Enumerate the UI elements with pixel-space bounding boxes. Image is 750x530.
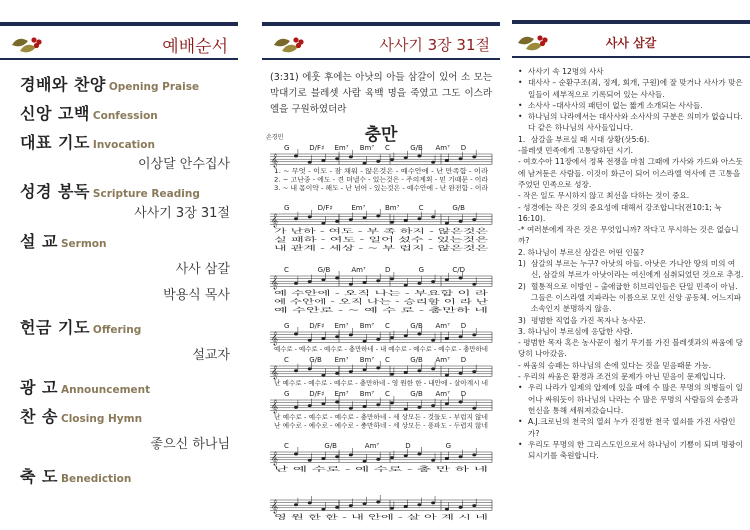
note-line [518,416,744,439]
note-line [518,156,744,190]
note-head [417,333,421,336]
note-head [321,457,325,460]
note-head [431,215,435,218]
order-item-english: Scripture Reading [92,188,200,200]
note-head [445,337,449,340]
note-head [335,335,339,338]
lyric-line: 내 관계 - 세상 - ~ 부 럽지 - 않은것은 [274,244,379,252]
order-item-benediction [20,464,230,487]
note-head [294,282,298,285]
note-text: - 성경에는 작은 것의 중요성에 대해서 강조합니다(전10:1; 눅16:10). [518,202,722,223]
note-line [518,77,744,100]
treble-clef-icon: 𝄞 [271,331,279,345]
order-item-scripture [20,179,230,202]
note-head [349,283,353,286]
note-head [431,280,435,283]
note-head [376,338,380,341]
note-head [321,278,325,281]
chord-label: G [284,144,290,152]
note-head [404,408,408,411]
chord-label: G [418,266,425,274]
hymn-composer: 손경민 [266,134,284,141]
note-text: A.J.크로닌의 천국의 열쇠 누가 진정한 천국 열쇠를 가진 사람인가? [528,417,736,438]
sermon-notes-panel [512,0,750,530]
note-text: 소사사 –대사사의 패턴이 없는 짧게 소개되는 사사들. [528,100,703,110]
note-head [417,503,421,506]
note-head [404,284,408,287]
lyric-line: 예 수안에 - 오직 나는 - 승리함 이 라 난 [274,297,384,306]
note-text: 혈통적으로 이방인 – 출애굽한 히브리인들은 단일 민족이 아님. 그들은 이스라엘 지파라는 이름으로 모인 신앙 공동체. 어느지파 소속인지 분명하지 않음. [531,281,742,314]
note-head [472,453,476,456]
order-item-title: 성경 봉독 [20,182,90,201]
note-head [431,459,435,462]
chord-label: G/B [317,266,331,274]
sermon-notes [512,58,750,461]
note-head [472,370,476,373]
chord-label: C [284,266,289,274]
scripture-text: (3:31) 에훗 후에는 아낫의 아들 삼갈이 있어 소 모는 막대기로 블레셋 사람 육백 명을 죽였고 그도 이스라엘을 구원하였더라 [270,72,492,115]
chord-label: C [385,144,390,152]
sheet-music [262,138,500,530]
note-line [518,382,744,416]
note-head [472,155,476,158]
note-head [363,502,367,505]
note-head [390,401,394,404]
note-line [518,360,744,371]
note-head [363,368,367,371]
note-text: 삼갈을 부르실 때 시대 상황(삿5:6). [531,134,650,144]
chord-label: G/B [410,322,423,330]
order-item-title: 축 도 [20,467,58,486]
panel-header [0,22,238,60]
note-head [390,507,394,510]
note-head [459,220,463,223]
chord-label: Em⁷ [351,204,366,212]
note-head [404,371,408,374]
note-head [363,460,367,463]
note-head [431,339,435,342]
note-marker: • [518,417,523,427]
note-line [518,337,744,360]
chord-label: G [284,204,290,212]
order-item-detail: 이상달 안수집사 [137,157,230,172]
note-marker: • [518,67,523,76]
note-head [308,215,312,218]
note-text: - 여호수아 11장에서 정복 전쟁을 마침 그때에 가사와 가드와 아스돗에 남겨둔은 사람들. 이것이 화근이 되어 이스라엘 역사에 큰 고통을 주었던 민족으로 성장. [518,157,743,189]
note-head [349,504,353,507]
note-head [321,159,325,162]
panel-title: 예배순서 [162,37,228,57]
note-head [445,278,449,281]
note-head [445,508,449,511]
lyric-line: 예수로 - 예수로 - 예수로 - 충만하네 - 내 예수로 - 예수로 - 예수로 - 충만하네 [274,345,488,353]
note-head [431,161,435,164]
lyric-line: 예 수안로 - ~ 예 수 로 - 충만하 네 [274,306,371,314]
note-head [294,406,298,409]
note-text: - 작은 일도 무시하지 않고 최선을 다하는 것이 중요. [518,191,690,201]
note-text: 우리도 무명의 한 그리스도인으로서 하나님이 기쁨이 되며 명광이 되시기를 축원합니다. [528,439,743,461]
chord-label: C [418,204,424,212]
chord-label: G/B [324,442,337,450]
note-head [417,369,421,372]
note-head [417,217,421,220]
note-head [404,505,408,508]
lyric-line: 2. ~ 고난중 - 에도 - 견 뎌낼수 - 있는것은 - 주의계획 - 믿 기때문 - 이라 [274,175,474,184]
note-head [335,277,339,280]
scripture-hymn-panel [262,0,500,530]
order-item-title: 신앙 고백 [20,104,90,123]
note-head [376,215,380,218]
note-head [335,220,339,223]
note-head [349,370,353,373]
chord-label: Bm⁷ [385,204,400,212]
note-text: - 싸움의 승패는 하나님의 손에 있다는 것을 믿음때문 가능. [518,360,712,370]
lyric-line: 영 원 한 한 - 내 안에 - 살 아 계 시 네 [274,513,378,521]
chord-label: C [385,390,390,398]
order-of-service-panel [0,0,238,530]
note-line [518,371,744,382]
note-head [335,455,339,458]
note-line [518,439,744,462]
note-head [445,159,449,162]
note-head [459,372,463,375]
note-head [363,281,367,284]
note-head [321,222,325,225]
note-line [518,111,744,134]
order-item-english: Opening Praise [108,81,200,93]
chord-label: G/B [309,356,322,364]
note-head [321,374,325,377]
note-head [417,453,421,456]
order-item-confession [20,101,230,124]
note-marker: • [518,100,523,110]
note-head [445,374,449,377]
note-head [308,339,312,342]
chord-label: C [385,356,390,364]
chord-label: C/D [452,266,465,274]
chord-label: G [284,322,290,330]
chord-label: Bm⁷ [359,144,375,152]
note-head [445,222,449,225]
note-text: 사사기 속 12명의 사사 [528,67,604,76]
chord-label: Bm⁷ [359,322,375,330]
order-item-english: Closing Hymn [60,413,143,425]
chord-label: Am⁷ [435,144,450,152]
note-head [390,336,394,339]
order-item-detail: 사사 삼갈 [175,262,230,277]
chord-label: D/F♯ [309,144,325,152]
note-line [518,258,744,281]
note-head [459,277,463,280]
note-head [390,221,394,224]
note-head [294,217,298,220]
note-marker: 1) [518,259,526,269]
chord-label: D [460,144,467,152]
lyric-line: 난 예수로 - 예수로 - 예수로 - 충만하네 - 세 상모든 - 것들도 - 부럽지 않네 [274,413,479,421]
note-text: 3. 하나님이 부르심에 응답한 사람. [518,326,633,336]
note-text: 하나님의 나라에서는 대사사와 소사사의 구분은 의미가 없습니다. 다 같은 하나님의 사사들입니다. [528,112,743,133]
chord-label: Am⁷ [435,322,450,330]
holly-leaf-icon [10,31,46,57]
chord-label: Em⁷ [334,390,349,398]
order-item-detail: 좋으신 하나님 [150,437,230,452]
note-marker: • [518,383,523,393]
chord-label: Am⁷ [435,390,450,398]
note-head [404,454,408,457]
lyric-line: 실 패하 - 여도 - 일어 섰수 - 있는것은 [274,235,378,244]
chord-label: D [460,390,467,398]
treble-clef-icon: 𝄞 [271,365,279,379]
note-head [308,161,312,164]
note-head [472,218,476,221]
order-item-english: Benediction [60,473,132,485]
note-line [518,100,744,111]
order-item-title: 경배와 찬양 [20,75,106,94]
service-order-list [0,60,238,487]
chord-label: Am⁷ [351,266,366,274]
note-text: 2. 하나님이 부르신 삼갈은 어떤 인물? [518,247,645,257]
note-text: 삼갈의 부르는 누구? 아낫의 아들. 아낫은 가나안 땅의 미의 여신, 삼갈의 부르가 아낫이라는 여신에게 심취되었던 것으로 추정. [531,259,744,280]
note-line [518,66,744,77]
chord-label: G/B [410,390,423,398]
note-head [308,280,312,283]
order-item-announcement [20,375,230,398]
treble-clef-icon: 𝄞 [271,153,279,167]
lyric-line: 1. ~ 무엇 - 이도 - 잠 채워 - 않은것은 - 예수안에 - 난 만족함 - 이라 [274,167,462,175]
note-head [376,458,380,461]
lyric-line: 난 예수로 - 예수로 - 예수로 - 충만하네 - 세 상모든 - 풍파도 - 두렵지 않네 [274,421,479,430]
note-head [472,504,476,507]
note-line [518,326,744,337]
note-line [518,281,744,315]
note-text: -블레셋 민족에게 고통당하던 시기. [518,146,634,156]
order-item-title: 찬 송 [20,407,58,426]
note-head [349,453,353,456]
note-line [518,315,744,326]
chord-label: D/F♯ [317,204,333,212]
note-head [417,155,421,158]
chord-label: Am⁷ [364,442,380,450]
chord-label: Em⁷ [334,144,349,152]
note-head [349,407,353,410]
chord-label: D [460,322,467,330]
note-marker: • [518,112,523,122]
lyric-line: 난 예수로 - 예수로 - 예수로 - 충만하네 - 영 원한 한 - 내안에 - 살아계시 네 [274,379,481,387]
note-head [431,501,435,504]
note-head [308,367,312,370]
note-head [363,340,367,343]
note-head [404,334,408,337]
panel-title: 사사 삼갈 [605,36,657,50]
note-head [294,503,298,506]
note-marker: 3) [518,315,526,325]
treble-clef-icon: 𝄞 [271,399,279,413]
lyric-line: 가 난하 - 여도 - 부 족 하지 - 않은것은 [274,227,380,235]
lyric-line: 난 예 수로 - 예 수로 - 충 만 하 네 [274,465,367,473]
chord-label: D/F♯ [309,322,325,330]
note-head [459,506,463,509]
note-line [518,247,744,258]
note-marker: 2) [518,281,526,291]
note-head [404,219,408,222]
treble-clef-icon: 𝄞 [271,275,279,289]
panel-header [262,22,500,60]
note-head [376,279,380,282]
chord-label: Am⁷ [435,356,450,364]
note-head [417,282,421,285]
note-marker: • [518,78,523,88]
order-item-title: 대표 기도 [20,133,90,152]
chord-label: G [284,390,290,398]
order-item-offering [20,315,230,338]
note-line [518,145,744,156]
note-head [445,457,449,460]
hymn-title: 충만 [364,125,398,145]
note-head [472,407,476,410]
note-marker: • [518,439,523,449]
note-head [294,369,298,372]
note-head [321,508,325,511]
note-text: 평범한 직업을 가진 목자나 농사꾼. [531,315,646,325]
note-head [376,160,380,163]
note-head [308,404,312,407]
chord-label: Bm⁷ [359,356,375,364]
treble-clef-icon: 𝄞 [271,213,279,227]
chord-label: Em⁷ [334,356,349,364]
treble-clef-icon: 𝄞 [271,499,279,513]
note-head [349,218,353,221]
note-text: 우리 나라가 일제의 압제에 있을 때에 수 많은 무명의 의병들이 일어나 싸워듯이 하나님의 나라는 수 많은 무명의 사람들의 순종과 헌신을 통해 세워져갔습니다. [528,383,743,415]
note-marker: 1. [518,134,526,144]
note-head [349,155,353,158]
note-head [472,333,476,336]
treble-clef-icon: 𝄞 [271,451,279,465]
note-head [431,367,435,370]
note-head [404,156,408,159]
order-item-english: Offering [92,324,142,336]
order-item-praise [20,72,230,95]
note-head [390,158,394,161]
chord-label: D/F♯ [309,390,325,398]
order-item-english: Sermon [60,238,107,250]
note-head [321,402,325,405]
chord-label: Em⁷ [334,322,349,330]
order-item-detail: 설교자 [192,348,230,363]
note-text: -* 여러분에게 작은 것은 무엇입니까? 작다고 무시하는 것은 없습니까? [518,225,739,246]
note-head [376,367,380,370]
note-head [431,404,435,407]
note-line [518,202,744,225]
note-line [518,190,744,201]
order-item-invocation [20,130,230,153]
panel-title: 사사기 3장 31절 [379,36,490,54]
chord-label: D [385,266,391,274]
note-head [308,501,312,504]
note-head [294,155,298,158]
chord-label: Bm⁷ [359,390,375,398]
note-head [294,453,298,456]
note-head [335,157,339,160]
order-item-english: Announcement [60,384,151,396]
note-head [335,401,339,404]
note-text: - 평범한 목자 혹은 농사꾼이 철기 무기를 가진 블레셋과의 싸움에 당당히 나아갔음. [518,338,743,359]
chord-label: D [460,356,467,364]
note-head [335,506,339,509]
note-head [390,456,394,459]
note-head [335,372,339,375]
note-head [445,402,449,405]
note-head [459,157,463,160]
order-item-title: 헌금 기도 [20,318,90,337]
note-head [321,337,325,340]
order-item-title: 설 교 [20,232,58,251]
note-head [308,459,312,462]
note-head [376,403,380,406]
lyric-line: 예 수안에 - 오직 나는 - 부요함 이 라 [274,289,376,297]
note-head [390,373,394,376]
order-item-sermon [20,229,230,252]
chord-label: C [284,356,289,364]
note-head [459,455,463,458]
note-head [472,283,476,286]
chord-label: G/B [410,356,423,364]
note-text: - 우리의 싸움은 환경과 조건의 문제가 아닌 믿음이 문제입니다. [518,372,726,382]
chord-label: G/B [410,144,423,152]
note-head [417,406,421,409]
chord-label: G [445,442,452,450]
order-item-preacher: 박용식 목사 [163,288,230,303]
order-item-detail: 사사기 3장 31절 [134,206,230,221]
note-line [518,134,744,145]
note-text: 대사사 – 순환구조(죄, 징계, 회개, 구원)에 잘 맞거나 사사가 맞은 일들이 세부적으로 기록되어 있는 사사들. [528,78,743,99]
order-item-closing-hymn [20,404,230,427]
note-head [390,277,394,280]
holly-leaf-icon [272,31,308,57]
note-head [363,405,367,408]
chord-label: D [405,442,411,450]
chord-label: C [385,322,390,330]
panel-header [512,20,750,58]
lyric-line: 3. ~ 내 몸이약 - 해도 - 난 넘어 - 있는것은 - 예수안에 - 난 완전함 - 이라 [274,184,476,192]
order-item-english: Invocation [92,139,155,151]
note-head [363,162,367,165]
note-head [459,401,463,404]
note-line [518,224,744,247]
note-head [294,333,298,336]
note-head [363,216,367,219]
chord-label: G/B [452,204,465,212]
order-item-title: 광 고 [20,378,58,397]
note-head [459,335,463,338]
chord-label: C [284,442,289,450]
order-item-english: Confession [92,110,158,122]
note-head [349,333,353,336]
note-head [376,501,380,504]
